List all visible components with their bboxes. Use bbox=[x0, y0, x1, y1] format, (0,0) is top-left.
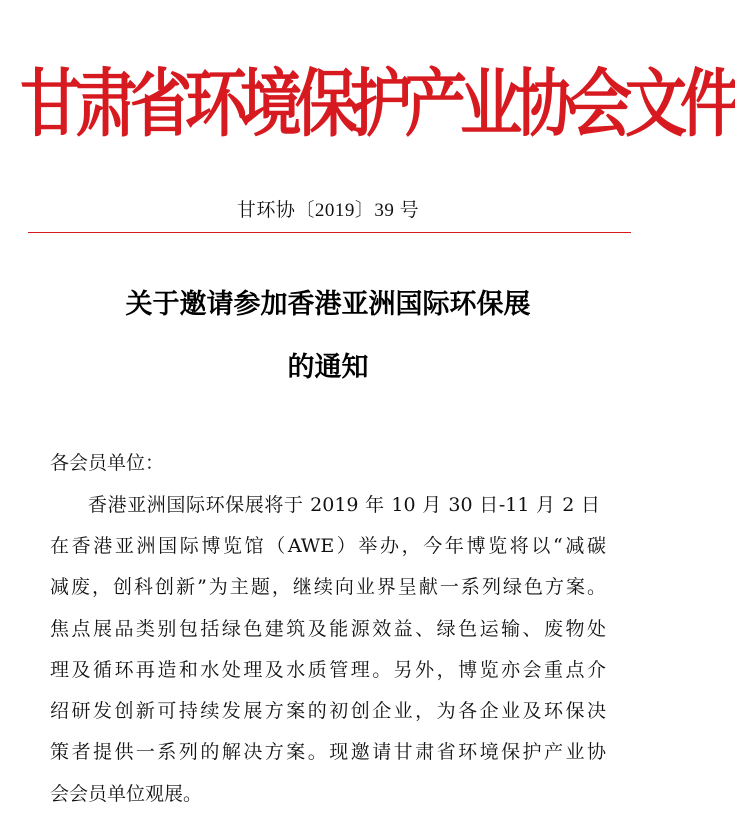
organization-masthead: 甘肃省环境保护产业协会文件 bbox=[20, 60, 735, 147]
notice-title-line-2: 的通知 bbox=[287, 352, 369, 383]
body-text-line: 会会员单位观展。 bbox=[50, 783, 203, 805]
notice-title-line-1: 关于邀请参加香港亚洲国际环保展 bbox=[125, 289, 531, 320]
document-number: 甘环协〔2019〕39 号 bbox=[236, 200, 420, 221]
body-text-line: 在香港亚洲国际博览馆（AWE）举办，今年博览将以“减碳 bbox=[50, 535, 606, 557]
body-text-line: 减废，创科创新”为主题，继续向业界呈献一系列绿色方案。 bbox=[50, 576, 606, 598]
red-divider-line bbox=[28, 232, 631, 233]
body-text-line: 焦点展品类别包括绿色建筑及能源效益、绿色运输、废物处 bbox=[50, 618, 606, 640]
body-text-line: 策者提供一系列的解决方案。现邀请甘肃省环境保护产业协 bbox=[50, 741, 606, 763]
salutation: 各会员单位： bbox=[50, 452, 165, 474]
body-text-line: 绍研发创新可持续发展方案的初创企业，为各企业及环保决 bbox=[50, 700, 606, 722]
body-text-line: 理及循环再造和水处理及水质管理。另外，博览亦会重点介 bbox=[50, 659, 606, 681]
body-text-line: 香港亚洲国际环保展将于 2019 年 10 月 30 日-11 月 2 日 bbox=[88, 494, 600, 516]
